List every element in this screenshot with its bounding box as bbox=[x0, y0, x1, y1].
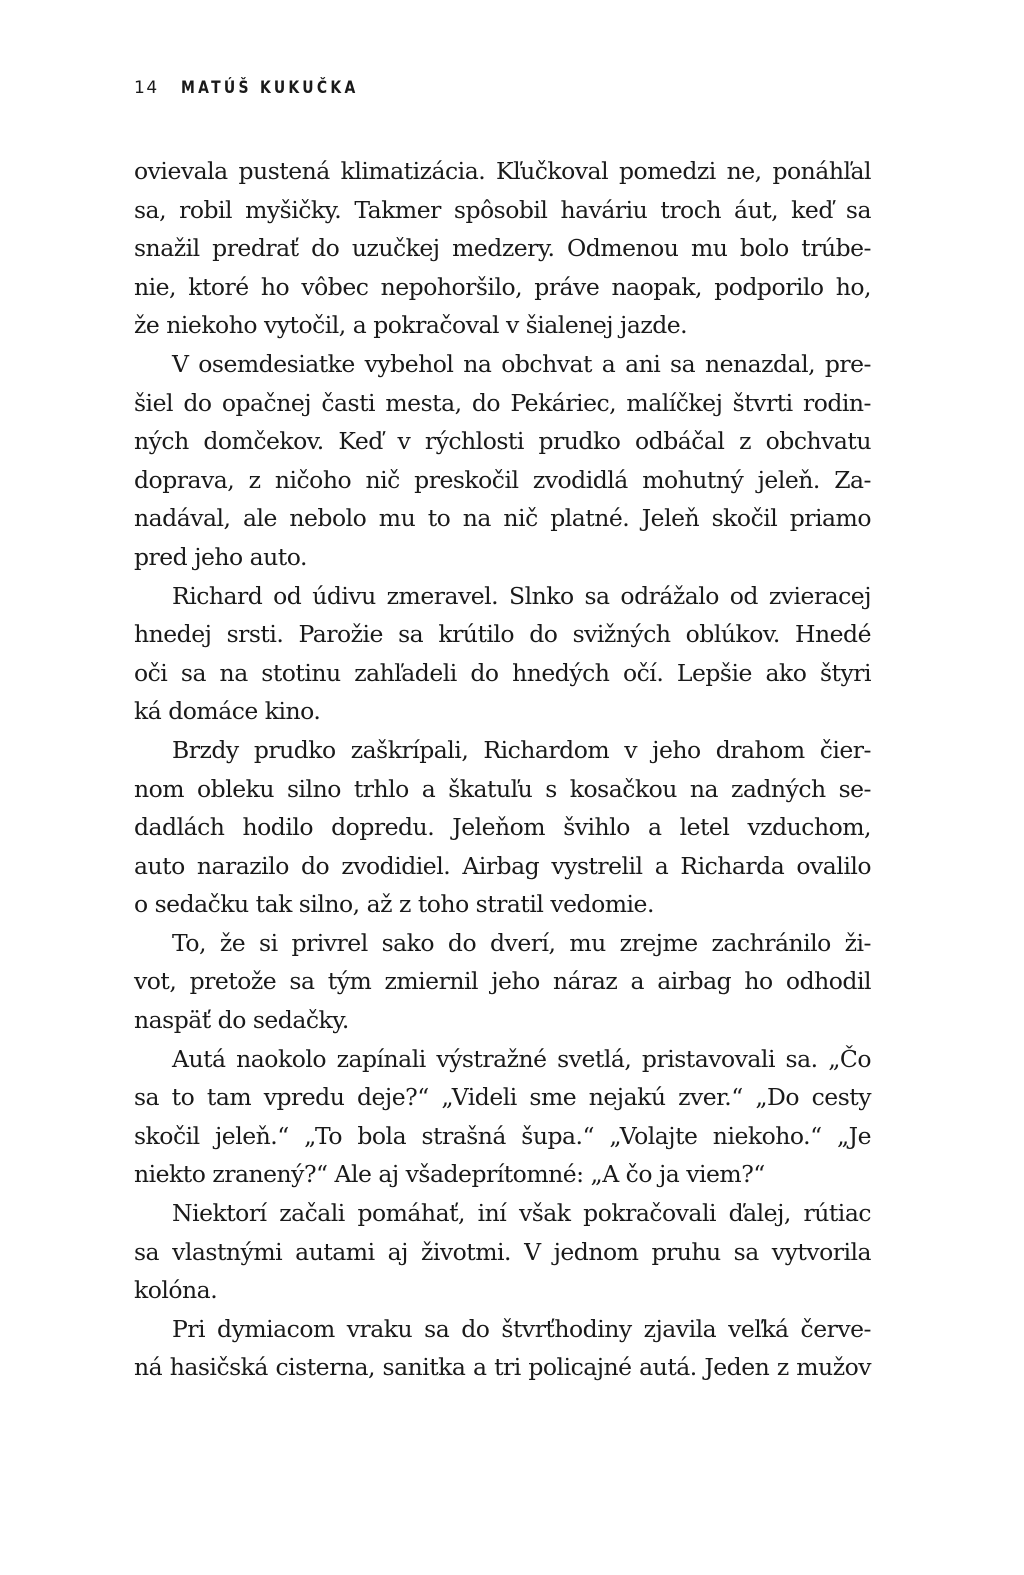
text-line: vot, pretože sa tým zmiernil jeho náraz a airbag ho odhodil bbox=[134, 967, 871, 996]
text-line: ká domáce kino. bbox=[134, 697, 321, 726]
author-name: MATÚŠ KUKUČKA bbox=[180, 78, 359, 98]
text-line: Pri dymiacom vraku sa do štvrťhodiny zjavila veľká červe- bbox=[172, 1314, 871, 1343]
text-line: sa, robil myšičky. Takmer spôsobil haváriu troch áut, keď sa bbox=[134, 195, 871, 224]
text-line: naspäť do sedačky. bbox=[134, 1006, 349, 1035]
text-line: pred jeho auto. bbox=[134, 542, 307, 571]
text-line: ovievala pustená klimatizácia. Kľučkoval pomedzi ne, ponáhľal bbox=[134, 157, 871, 185]
text-line: doprava, z ničoho nič preskočil zvodidlá mohutný jeleň. Za- bbox=[134, 465, 871, 494]
text-line: niekto zranený?“ Ale aj všadeprítomné: „A čo ja viem?“ bbox=[134, 1160, 765, 1189]
text-line: ných domčekov. Keď v rýchlosti prudko odbáčal z obchvatu bbox=[134, 427, 871, 456]
text-line: kolóna. bbox=[134, 1276, 218, 1305]
text-line: Niektorí začali pomáhať, iní však pokračovali ďalej, rútiac bbox=[172, 1199, 871, 1228]
body-text bbox=[134, 152, 871, 1387]
text-line: V osemdesiatke vybehol na obchvat a ani sa nenazdal, pre- bbox=[172, 349, 871, 378]
text-line: sa to tam vpredu deje?“ „Videli sme nejakú zver.“ „Do cesty bbox=[134, 1083, 871, 1112]
text-line: skočil jeleň.“ „To bola strašná šupa.“ „Volajte niekoho.“ „Je bbox=[134, 1121, 871, 1150]
text-line: auto narazilo do zvodidiel. Airbag vystrelil a Richarda ovalilo bbox=[134, 851, 871, 880]
text-line: To, že si privrel sako do dverí, mu zrejme zachránilo ži- bbox=[172, 928, 871, 957]
text-line: Brzdy prudko zaškrípali, Richardom v jeho drahom čier- bbox=[172, 735, 871, 764]
text-line: Richard od údivu zmeravel. Slnko sa odrážalo od zvieracej bbox=[172, 581, 871, 610]
text-line: dadlách hodilo dopredu. Jeleňom švihlo a letel vzduchom, bbox=[134, 813, 871, 842]
text-line: hnedej srsti. Parožie sa krútilo do svižných oblúkov. Hnedé bbox=[134, 620, 871, 649]
text-line: o sedačku tak silno, až z toho stratil vedomie. bbox=[134, 890, 654, 919]
text-line: ná hasičská cisterna, sanitka a tri policajné autá. Jeden z mužov bbox=[134, 1353, 871, 1382]
text-line: snažil predrať do uzučkej medzery. Odmenou mu bolo trúbe- bbox=[134, 234, 871, 263]
text-line: oči sa na stotinu zahľadeli do hnedých očí. Lepšie ako štyri bbox=[134, 658, 871, 687]
page-number: 14 bbox=[134, 78, 159, 98]
text-line: šiel do opačnej časti mesta, do Pekáriec, malíčkej štvrti rodin- bbox=[134, 388, 871, 417]
text-line: sa vlastnými autami aj životmi. V jednom pruhu sa vytvorila bbox=[134, 1237, 871, 1266]
text-line: nadával, ale nebolo mu to na nič platné. Jeleň skočil priamo bbox=[134, 504, 871, 533]
running-head bbox=[134, 78, 397, 102]
text-line: Autá naokolo zapínali výstražné svetlá, pristavovali sa. „Čo bbox=[172, 1044, 871, 1073]
text-line: nie, ktoré ho vôbec nepohoršilo, práve naopak, podporilo ho, bbox=[134, 272, 871, 301]
text-line: že niekoho vytočil, a pokračoval v šialenej jazde. bbox=[134, 311, 688, 340]
text-line: nom obleku silno trhlo a škatuľu s kosačkou na zadných se- bbox=[134, 774, 871, 803]
